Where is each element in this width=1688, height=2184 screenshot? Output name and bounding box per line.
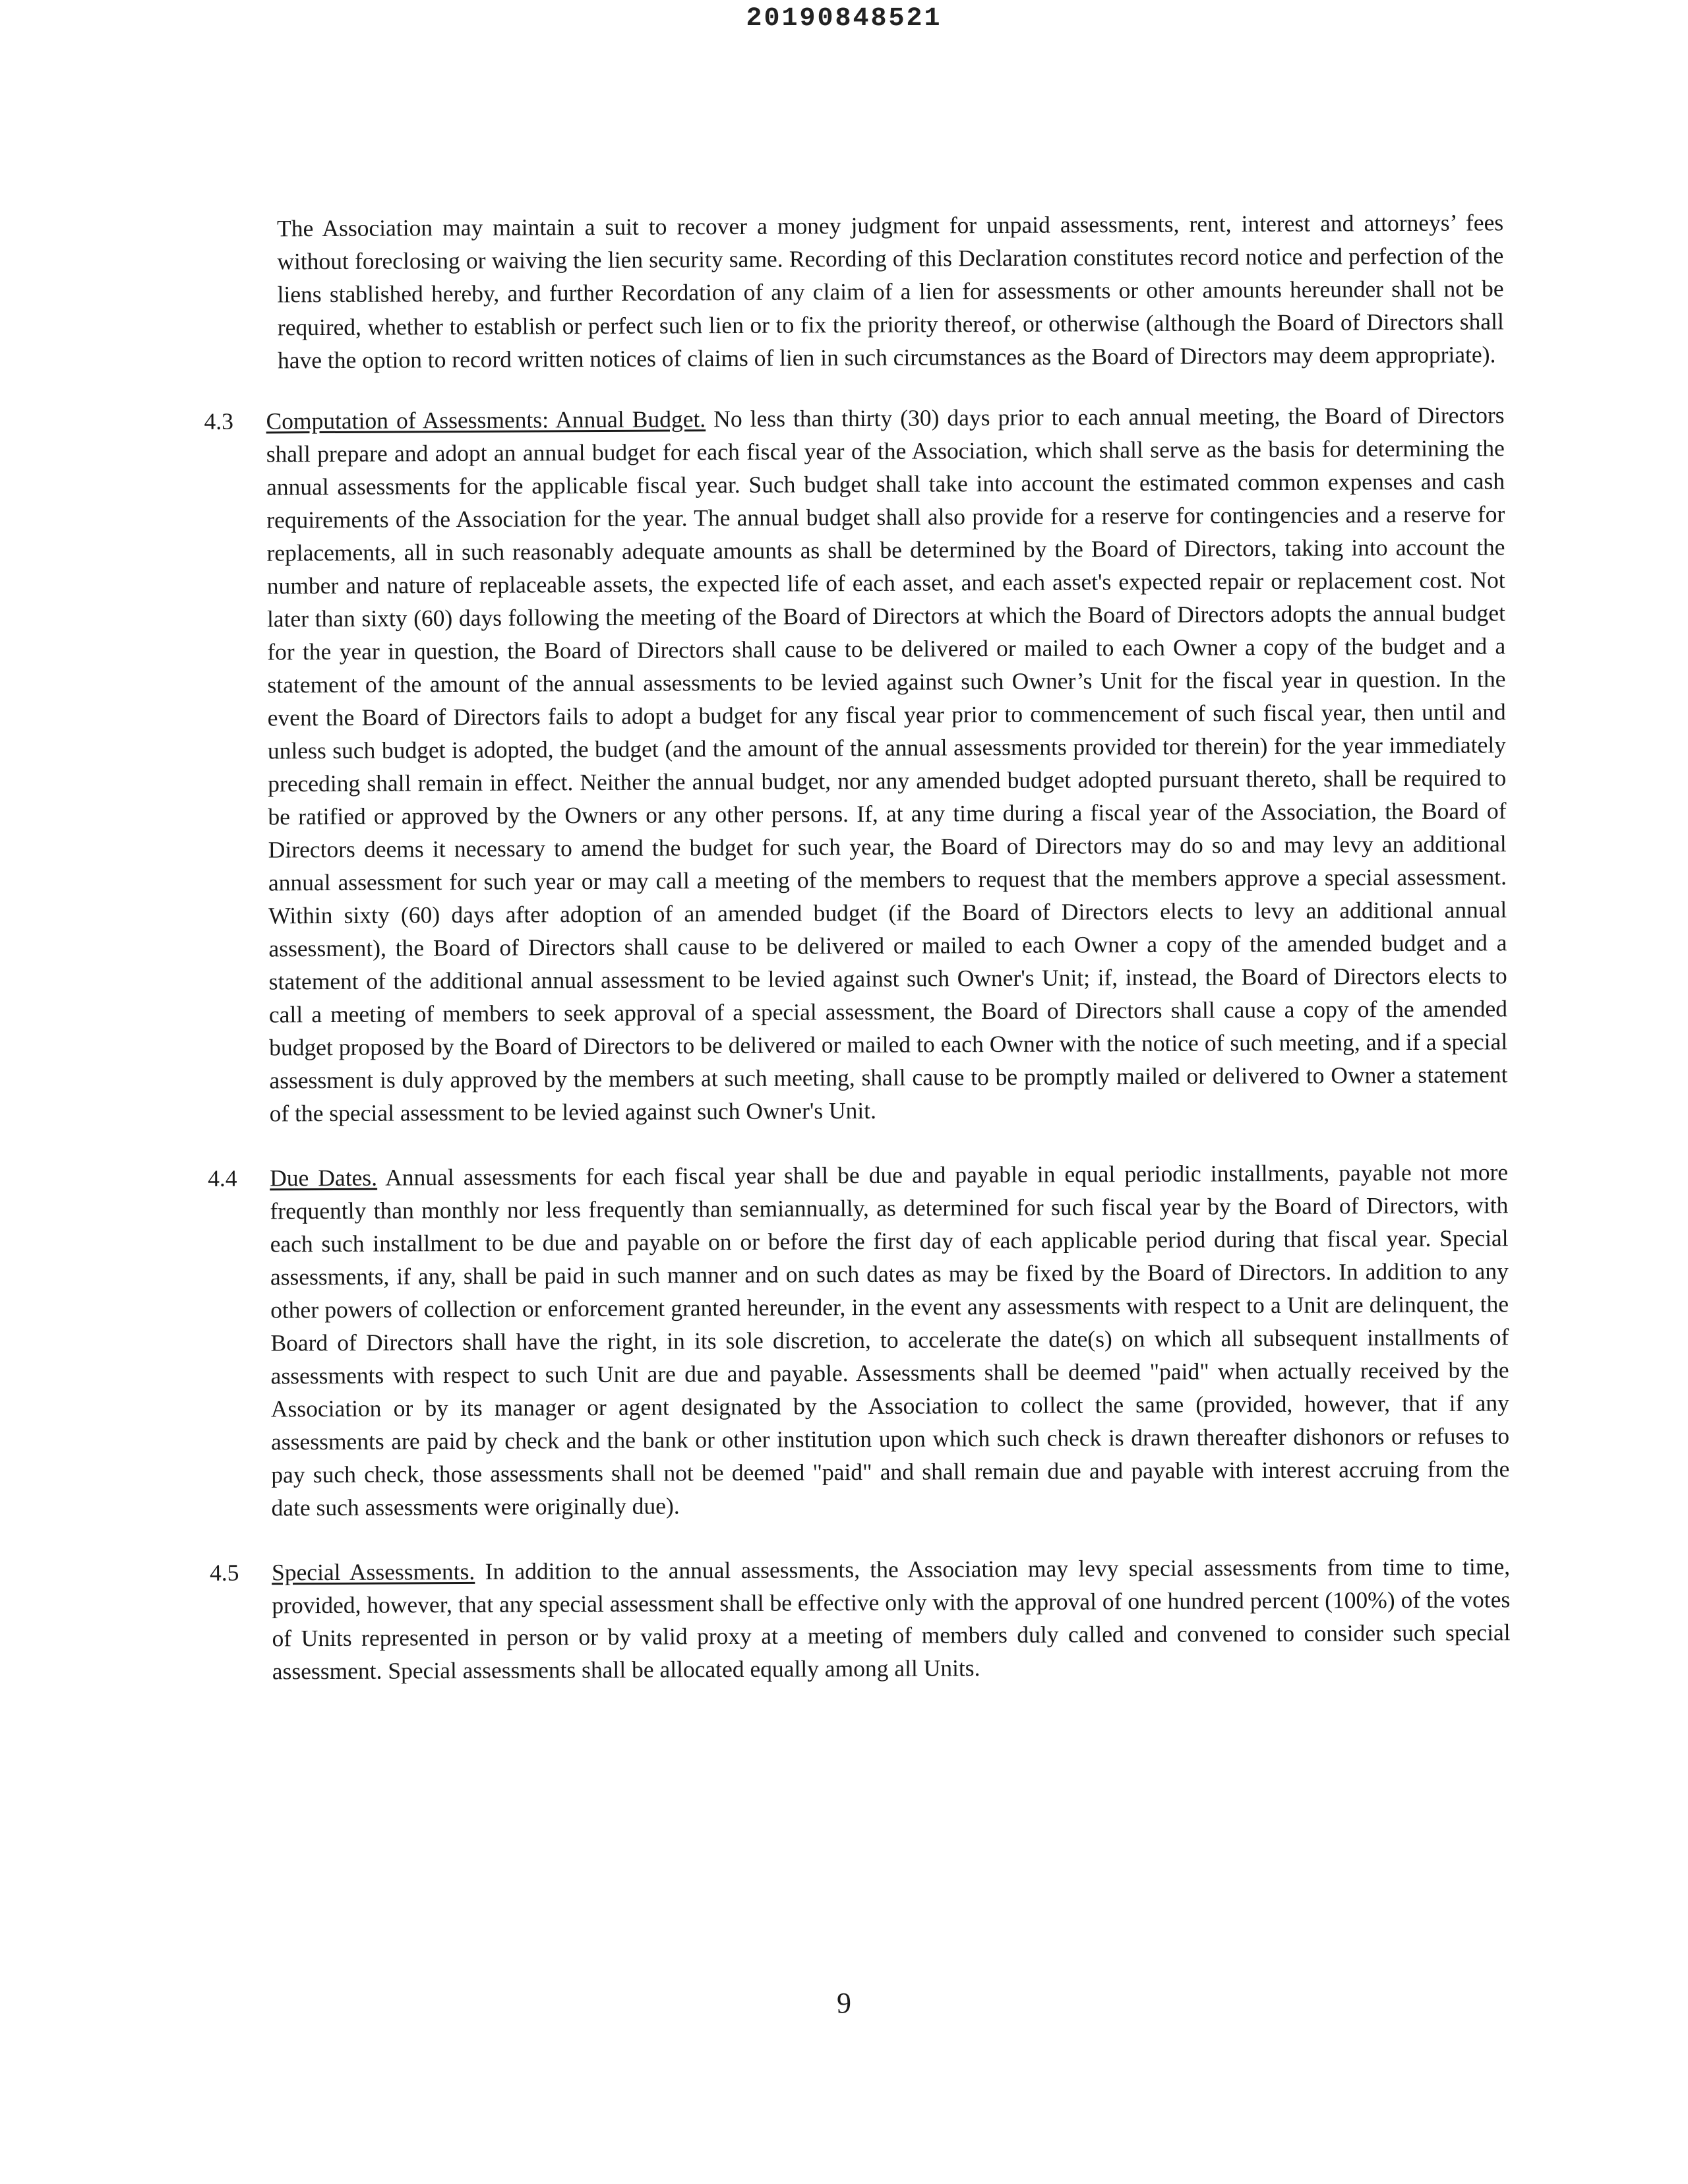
section-heading: Special Assessments.: [271, 1558, 475, 1586]
section-text: [266, 398, 1507, 1130]
section-number: 4.5: [209, 1559, 239, 1586]
section-text: [270, 1155, 1510, 1524]
document-number: 20190848521: [746, 4, 942, 34]
section-body: No less than thirty (30) days prior to each annual meeting, the Board of Directors shall prepare and adopt an annual budget for each fiscal year of the Association, which shall serve as the basis for determining the annual assessments for the applicable fiscal year. Such budget shall take into account the estimated common expenses and cash requirements of the Association for the year. The annual budget shall also provide for a reserve for contingencies and a reserve for replacements, all in such reasonably adequate amounts as shall be determined by the Board of Directors, taking into account the number and nature of replaceable assets, the expected life of each asset, and each asset's expected repair or replacement cost. Not later than sixty (60) days following the meeting of the Board of Directors at which the Board of Directors adopts the annual budget for the year in question, the Board of Directors shall cause to be delivered or mailed to each Owner a copy of the budget and a statement of the amount of the annual assessments to be levied against such Owner’s Unit for the fiscal year in question. In the event the Board of Directors fails to adopt a budget for any fiscal year prior to commencement of such fiscal year, then until and unless such budget is adopted, the budget (and the amount of the annual assessments provided tor therein) for the year immediately preceding shall remain in effect. Neither the annual budget, nor any amended budget adopted pursuant thereto, shall be required to be ratified or approved by the Owners or any other persons. If, at any time during a fiscal year of the Association, the Board of Directors deems it necessary to amend the budget for such year, the Board of Directors may do so and may levy an additional annual assessment for such year or may call a meeting of the members to request that the members approve a special assessment. Within sixty (60) days after adoption of an amended budget (if the Board of Directors elects to levy an additional annual assessment), the Board of Directors shall cause to be delivered or mailed to each Owner a copy of the amended budget and a statement of the additional annual assessment to be levied against such Owner's Unit; if, instead, the Board of Directors elects to call a meeting of members to seek approval of a special assessment, the Board of Directors shall cause a copy of the amended budget proposed by the Board of Directors to be delivered or mailed to each Owner with the notice of such meeting, and if a special assessment is duly approved by the members at such meeting, shall cause to be promptly mailed or delivered to Owner a statement of the special assessment to be levied against such Owner's Unit.: [266, 402, 1508, 1127]
section-body: In addition to the annual assessments, the Association may levy special assessments from time to time, provided, however, that any special assessment shall be effective only with the approval of one hundred percent (100%) of the votes of Units represented in person or by valid proxy at a meeting of members duly called and convened to consider such special assessment. Special assessments shall be allocated equally among all Units.: [272, 1553, 1511, 1685]
intro-paragraph: The Association may maintain a suit to recover a money judgment for unpaid assessments, rent, interest and attorneys’ fees without foreclosing or waiving the lien security same. Recording of this Declaration constitutes record notice and perfection of the liens stablished hereby, and further Recordation of any claim of a lien for assessments or other amounts hereunder shall not be required, whether to establish or perfect such lien or to fix the priority thereof, or otherwise (although the Board of Directors shall have the option to record written notices of claims of lien in such circumstances as the Board of Directors may deem appropriate).: [277, 209, 1504, 374]
section-number: 4.3: [204, 408, 234, 435]
section-number: 4.4: [208, 1165, 237, 1192]
page-number: 9: [837, 1987, 851, 2019]
section-4-3: [192, 398, 1507, 1130]
section-text: [272, 1550, 1511, 1687]
page-body: [191, 206, 1511, 1720]
section-4-4: [196, 1155, 1510, 1525]
section-heading: Due Dates.: [270, 1164, 378, 1192]
section-4-5: [198, 1550, 1511, 1688]
section-heading: Computation of Assessments: Annual Budget.: [266, 406, 706, 435]
section-body: Annual assessments for each fiscal year shall be due and payable in equal periodic installments, payable not more frequently than monthly nor less frequently than semiannually, as determined for such fiscal year by the Board of Directors, with each such installment to be due and payable on or before the first day of each applicable period during that fiscal year. Special assessments, if any, shall be paid in such manner and on such dates as may be fixed by the Board of Directors. In addition to any other powers of collection or enforcement granted hereunder, in the event any assessments with respect to a Unit are delinquent, the Board of Directors shall have the right, in its sole discretion, to accelerate the date(s) on which all subsequent installments of assessments with respect to such Unit are due and payable. Assessments shall be deemed "paid" when actually received by the Association or by its manager or agent designated by the Association to collect the same (provided, however, that if any assessments are paid by check and the bank or other institution upon which such check is drawn thereafter dishonors or refuses to pay such check, those assessments shall not be deemed "paid" and shall remain due and payable with interest accruing from the date such assessments were originally due).: [270, 1159, 1510, 1521]
